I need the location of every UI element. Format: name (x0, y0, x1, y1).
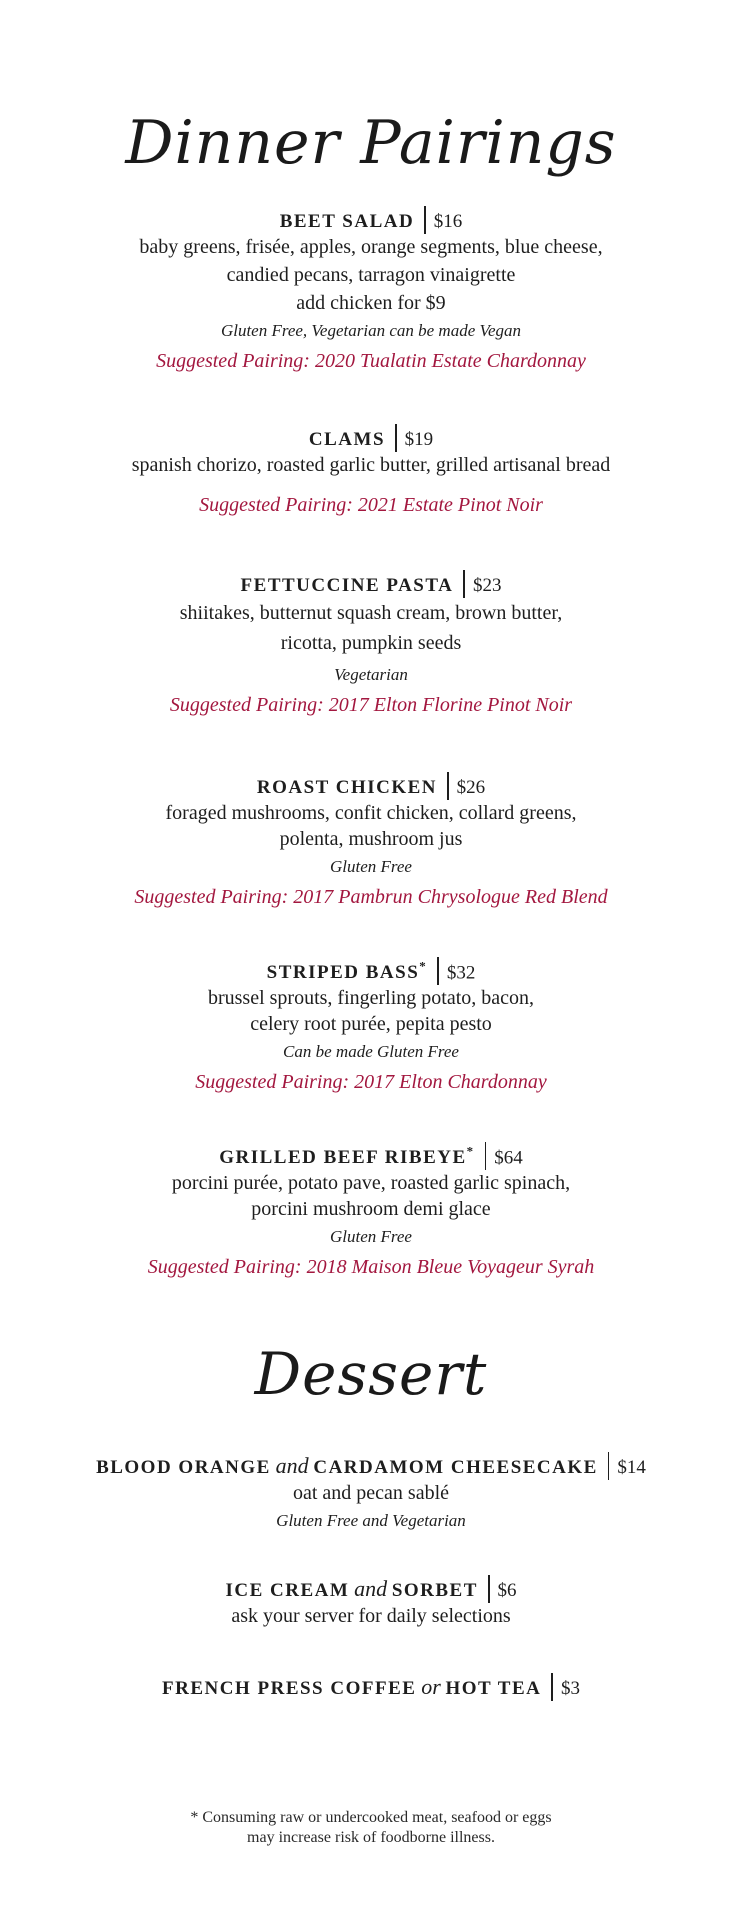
menu-item-grilled-beef-ribeye (40, 1140, 702, 1280)
item-name (266, 959, 428, 984)
item-conjunction: and (354, 1576, 388, 1601)
item-description-line: oat and pecan sablé (292, 1482, 450, 1504)
item-heading (40, 1575, 702, 1603)
dessert-item-cheesecake (20, 1452, 722, 1534)
price-separator (447, 772, 449, 800)
item-description-line: ricotta, pumpkin seeds (280, 632, 462, 654)
item-heading (40, 955, 702, 985)
item-name-second: HOT TEA (445, 1678, 542, 1699)
item-heading (40, 1140, 702, 1170)
item-description-line: celery root purée, pepita pesto (250, 1013, 492, 1036)
item-heading (40, 570, 702, 598)
raw-food-marker: * (419, 959, 428, 974)
item-description-line: spanish chorizo, roasted garlic butter, grilled artisanal bread (131, 454, 611, 476)
footnote-line: * Consuming raw or undercooked meat, seafood or eggs (190, 1809, 552, 1826)
price-separator (488, 1575, 490, 1603)
item-name-text: GRILLED BEEF RIBEYE (219, 1147, 467, 1169)
item-heading (40, 772, 702, 800)
item-price: $32 (446, 962, 476, 984)
item-description-line: foraged mushrooms, confit chicken, collard greens, (165, 802, 577, 824)
price-separator (437, 957, 439, 985)
item-name: FETTUCCINE PASTA (240, 575, 454, 596)
dessert-title: Dessert (254, 1340, 488, 1408)
item-name-first: ICE CREAM (225, 1580, 350, 1601)
item-name (219, 1144, 475, 1169)
menu-item-roast-chicken (40, 772, 702, 910)
dessert-item-ice-cream-sorbet (40, 1575, 702, 1629)
dietary-note: Gluten Free (330, 857, 412, 876)
dietary-note: Vegetarian (334, 665, 408, 684)
item-description-line: ask your server for daily selections (231, 1605, 511, 1627)
dietary-note: Gluten Free (330, 1227, 412, 1247)
item-name-second: SORBET (391, 1580, 478, 1601)
menu-item-clams (40, 424, 702, 518)
wine-pairing: Suggested Pairing: 2021 Estate Pinot Noir (199, 494, 543, 516)
price-separator (424, 206, 426, 234)
item-conjunction: and (275, 1453, 309, 1478)
menu-item-striped-bass (40, 955, 702, 1095)
wine-pairing: Suggested Pairing: 2017 Pambrun Chrysologue Red Blend (134, 886, 608, 908)
price-separator (463, 570, 465, 598)
item-description-line: add chicken for $9 (296, 292, 446, 314)
dessert-item-coffee-tea (40, 1673, 702, 1701)
food-safety-footnote (0, 1808, 742, 1848)
item-price: $3 (560, 1678, 580, 1699)
item-name: BEET SALAD (279, 211, 415, 232)
item-price: $16 (433, 211, 463, 232)
item-description-line: candied pecans, tarragon vinaigrette (226, 264, 516, 286)
wine-pairing: Suggested Pairing: 2018 Maison Bleue Voyageur Syrah (147, 1256, 595, 1279)
item-name-second: CARDAMOM CHEESECAKE (313, 1457, 598, 1478)
dinner-pairings-title: Dinner Pairings (125, 108, 617, 178)
dietary-note: Gluten Free, Vegetarian can be made Vegan (220, 321, 522, 340)
item-price: $6 (497, 1580, 517, 1601)
item-heading (40, 424, 702, 452)
dietary-note: Gluten Free and Vegetarian (276, 1511, 466, 1530)
item-name: ROAST CHICKEN (256, 777, 438, 798)
item-name-text: STRIPED BASS (266, 962, 420, 984)
wine-pairing: Suggested Pairing: 2020 Tualatin Estate Chardonnay (156, 350, 586, 372)
footnote-line: may increase risk of foodborne illness. (247, 1829, 495, 1846)
item-name-first: FRENCH PRESS COFFEE (162, 1678, 417, 1699)
item-description-line: shiitakes, butternut squash cream, brown butter, (179, 602, 563, 624)
item-description-line: porcini purée, potato pave, roasted garlic spinach, (171, 1172, 571, 1195)
item-description-line: porcini mushroom demi glace (251, 1198, 491, 1221)
item-heading (40, 206, 702, 234)
item-price: $23 (472, 575, 502, 596)
item-description-line: polenta, mushroom jus (279, 828, 463, 850)
item-price: $14 (617, 1457, 646, 1478)
price-separator (395, 424, 397, 452)
item-heading (40, 1673, 702, 1701)
item-name: CLAMS (308, 429, 386, 450)
dietary-note: Can be made Gluten Free (283, 1042, 459, 1062)
item-description-line: baby greens, frisée, apples, orange segments, blue cheese, (139, 236, 603, 258)
item-price: $26 (456, 777, 486, 798)
price-separator (551, 1673, 553, 1701)
price-separator (485, 1142, 487, 1170)
wine-pairing: Suggested Pairing: 2017 Elton Florine Pinot Noir (169, 694, 573, 716)
item-heading (20, 1452, 722, 1480)
wine-pairing: Suggested Pairing: 2017 Elton Chardonnay (195, 1071, 547, 1094)
raw-food-marker: * (466, 1144, 475, 1159)
item-name-first: BLOOD ORANGE (96, 1457, 271, 1478)
item-price: $64 (494, 1147, 523, 1169)
item-price: $19 (404, 429, 434, 450)
menu-item-beet-salad (40, 206, 702, 374)
menu-item-fettuccine-pasta (40, 570, 702, 718)
price-separator (608, 1452, 610, 1480)
item-conjunction: or (421, 1674, 441, 1699)
item-description-line: brussel sprouts, fingerling potato, bacon, (207, 987, 535, 1010)
